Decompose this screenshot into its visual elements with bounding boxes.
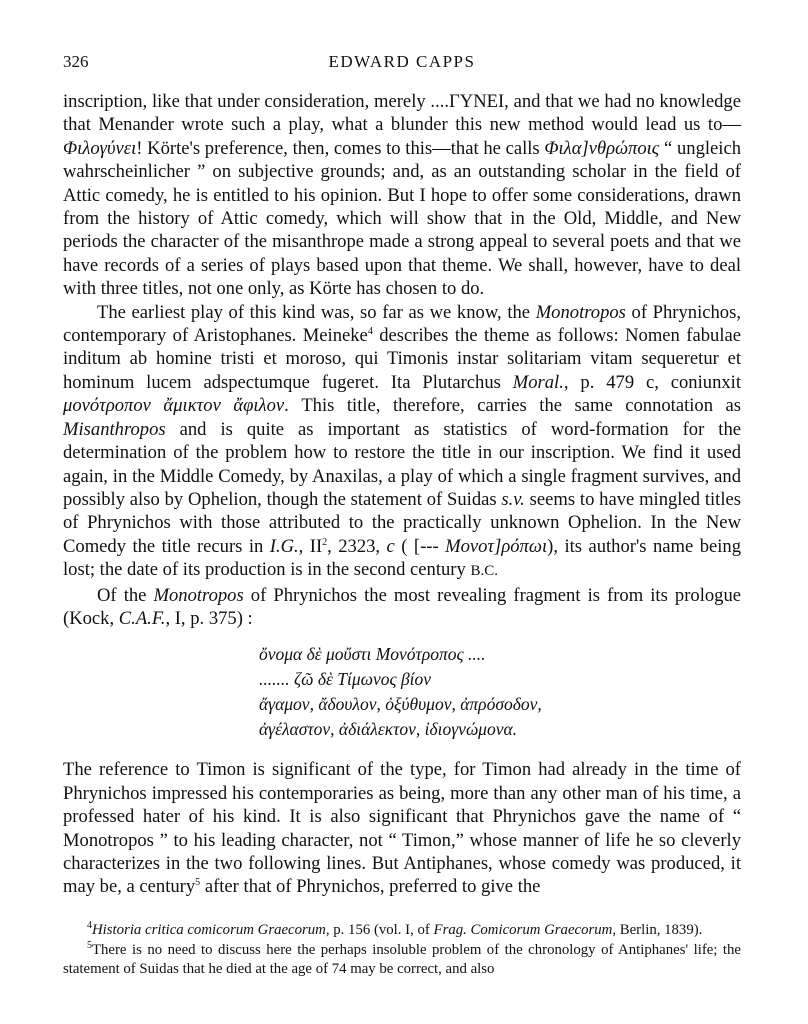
running-head: EDWARD CAPPS (328, 52, 476, 71)
footnote-ref-5[interactable]: 5 (195, 877, 201, 889)
paragraph-1 (63, 90, 741, 301)
footnotes (63, 921, 741, 979)
text-run: ( [--- (394, 535, 446, 557)
text-run: ! Körte's preference, then, comes to this—that he calls (136, 137, 545, 159)
greek-word: Φιλα]νθρώποις (544, 137, 660, 159)
footnote-4 (63, 921, 741, 940)
text-run: “ ungleich wahrscheinlicher ” on subjective grounds; and, as an outstanding scholar in the field of Attic comedy, he is entitled to his opinion. But I hope to offer some considerations, drawn from the history of Attic comedy, which will show that in the Old, Middle, and New periods the character of the misanthrope made a strong appeal to several poets and that we have records of a series of plays based upon that theme. We shall, however, have to deal with three titles, not one only, as Körte has chosen to do. (63, 137, 741, 300)
paragraph-2 (63, 301, 741, 584)
text-run: The earliest play of this kind was, so far as we know, the (97, 301, 536, 323)
verse-line: ....... ζῶ δὲ Τίμωνος βίον (259, 669, 432, 690)
text-run: , 2323, (327, 535, 387, 557)
text-run: of Phrynichos the most revealing fragment is from its prologue (Kock, (63, 584, 742, 629)
verse-line: ὄνομα δὲ μοὔστι Μονότροπος .... (259, 644, 486, 665)
work-title: Frag. Comicorum Graecorum (433, 921, 613, 938)
era-abbreviation: B.C. (470, 563, 498, 580)
text-run: , Berlin, 1839). (612, 921, 703, 938)
text-run: , II (298, 535, 323, 557)
text-run: There is no need to discuss here the perhaps insoluble problem of the chronology of Antiphanes' life; the statement of Suidas that he died at the age of 74 may be correct, and also (63, 941, 741, 977)
text-run: ), its author's name being lost; the date of its production is in the second century (63, 535, 741, 581)
text-run: The reference to Timon is significant of the type, for Timon had already in the time of Phrynichos impressed his contemporaries as being, more than any other man of his time, a professed hater of his kind. It is also significant that Phrynichos gave the name of “ Monotropos ” to his leading character, not “ Timon,” whose manner of life he so cleverly characterizes in the two following lines. But Antiphanes, whose comedy was produced, it may be, a century (63, 759, 741, 898)
greek-word: Μονοτ]ρόπωι (445, 535, 548, 557)
page-number: 326 (63, 52, 89, 71)
abbreviation: c (386, 535, 395, 557)
text-run: describes the theme as follows: Nomen fabulae inditum ab homine tristi et moroso, qui Timonis instar solitariam vitam sequeretur et hominum lucem adspectumque fugeret. Ita Plutarchus (63, 325, 741, 393)
text-run: Of the (97, 584, 154, 606)
text-run: after that of Phrynichos, preferred to give the (200, 876, 541, 898)
greek-word: Φιλογύνει (63, 137, 137, 159)
abbreviation: I.G. (269, 535, 299, 557)
footnote-ref-4[interactable]: 4 (367, 325, 373, 337)
footnote-number: 5 (87, 939, 92, 951)
text-run: of Phrynichos, contemporary of Aristophanes. Meineke (63, 301, 741, 347)
text-run: seems to have mingled titles of Phrynichos with those attributed to the practically unknown Ophelion. In the New Comedy the title recurs in (63, 488, 741, 557)
text-run: . This title, therefore, carries the same connotation as (284, 395, 742, 417)
abbreviation: C.A.F. (118, 607, 166, 629)
abbreviation: s.v. (501, 488, 525, 510)
play-title: Monotropos (535, 301, 626, 323)
text-run: , p. 479 c, coniunxit (563, 371, 741, 393)
page-header (63, 52, 741, 80)
greek-phrase: μονότροπον ἄμικτον ἄφιλον (63, 395, 285, 417)
page (63, 52, 741, 980)
footnote-number: 4 (87, 919, 92, 931)
text-run: inscription, like that under consideration, merely ....ΓΥΝΕΙ, and that we had no knowledge that Menander wrote such a play, what a blunder this new method would lead us to— (63, 91, 741, 136)
play-title: Misanthropos (63, 418, 166, 440)
paragraph-4 (63, 758, 741, 898)
text-run: , p. 156 (vol. I, of (325, 921, 434, 938)
text-run: and is quite as important as statistics of word-formation for the determination of the problem how to restore the title in our inscription. We find it used again, in the Middle Comedy, by Anaxilas, a play of which a single fragment survives, and possibly also by Ophelion, though the statement of Suidas (63, 418, 741, 510)
superscript: 2 (322, 536, 328, 548)
footnote-5 (63, 941, 741, 979)
verse-line: ἀγέλαστον, ἀδιάλεκτον, ἰδιογνώμονα. (259, 719, 518, 740)
verse-quotation (259, 642, 741, 742)
play-title: Monotropos (153, 584, 244, 606)
work-title: Historia critica comicorum Graecorum (92, 921, 326, 938)
paragraph-3 (63, 584, 741, 631)
body-text (63, 90, 741, 899)
text-run: , I, p. 375) : (165, 607, 253, 629)
work-title: Moral. (512, 371, 564, 393)
verse-line: ἄγαμον, ἄδουλον, ὀξύθυμον, ἀπρόσοδον, (259, 694, 542, 715)
